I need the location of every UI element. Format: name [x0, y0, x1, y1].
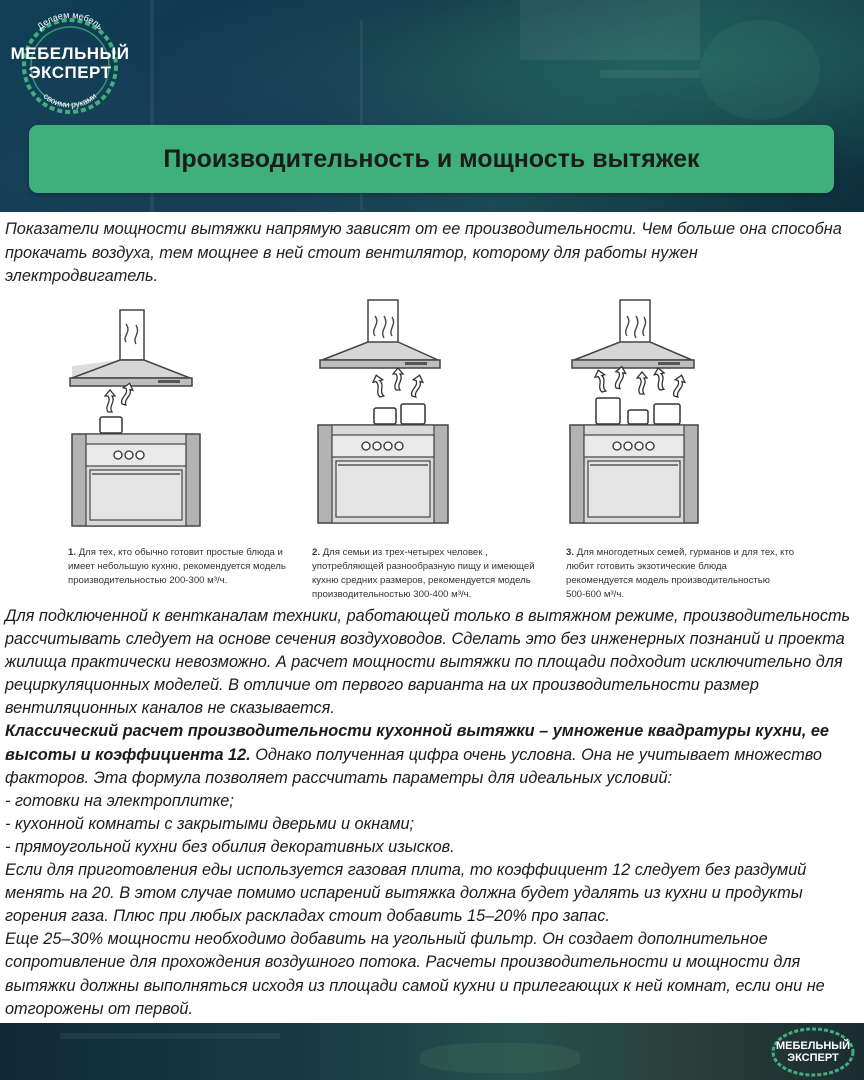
logo-line-1: МЕБЕЛЬНЫЙ: [10, 44, 130, 63]
background-counter: [60, 1033, 280, 1039]
caption-2-number: 2.: [312, 547, 321, 558]
footer-banner: [0, 1023, 864, 1080]
caption-3-text: Для многодетных семей, гурманов и для тех, кто любит готовить экзотические блюда рекомендуется модель производительностью 500-600 м³/ч.: [566, 547, 795, 600]
list-item: - кухонной комнаты с закрытыми дверьми и окнами;: [5, 814, 415, 833]
footer-logo[interactable]: [768, 1027, 858, 1077]
caption-1: [68, 546, 286, 588]
caption-1-text: Для тех, кто обычно готовит простые блюда и имеет небольшую кухню, рекомендуется модель производительностью 200-300 м³/ч.: [68, 547, 286, 586]
hood-scene-3: [570, 300, 698, 523]
hood-illustration-drawing: [0, 292, 864, 542]
formula-highlight: Классический расчет производительности кухонной вытяжки – умножение квадратуры кухни, ее высоты и коэффициента 12.: [5, 722, 829, 764]
footer-logo-line-2: ЭКСПЕРТ: [787, 1052, 839, 1064]
caption-2-text: Для семьи из трех-четырех человек , употребляющей разнообразную пищу и имеющей кухню средних размеров, рекомендуется модель производительностью 300-400 м³/ч.: [312, 547, 535, 600]
caption-1-number: 1.: [68, 547, 77, 558]
page-title: Производительность и мощность вытяжек: [163, 144, 700, 173]
header-banner: [0, 0, 864, 212]
paragraph-ventilation: Для подключенной к вентканалам техники, работающей только в вытяжном режиме, производительность рассчитывать следует на основе сечения воздуховодов. Сделать это без инженерных познаний и проекта жилища практически невозможно. А расчет мощности вытяжки по площади подходит исключительно для рециркуляционных моделей. В отличие от первого варианта на их производительности размер вентиляционных каналов не сказывается.: [5, 607, 851, 718]
logo-arc-bottom-text: своими руками: [41, 90, 99, 110]
paragraph-formula: [5, 720, 857, 789]
logo-line-2: ЭКСПЕРТ: [28, 63, 112, 82]
intro-paragraph: Показатели мощности вытяжки напрямую зависят от ее производительности. Чем больше она способна прокачать воздуха, тем мощнее в ней стоит вентилятор, которому для работы нужен электродвигатель.: [5, 220, 842, 285]
title-banner: [29, 125, 834, 193]
formula-note: Однако полученная цифра очень условна. Она не учитывает множество факторов. Эта формула позволяет рассчитать параметры для идеальных условий:: [5, 745, 822, 787]
list-item: - готовки на электроплитке;: [5, 791, 234, 810]
background-plant: [700, 20, 820, 120]
brand-logo[interactable]: [10, 8, 130, 120]
article-body: [5, 605, 857, 1021]
logo-arc-top-text: Делаем мебель: [35, 9, 105, 32]
caption-2: [312, 546, 535, 602]
footer-logo-line-1: МЕБЕЛЬНЫЙ: [776, 1040, 850, 1052]
list-item: - прямоугольной кухни без обилия декоративных изысков.: [5, 837, 455, 856]
caption-3-number: 3.: [566, 547, 575, 558]
caption-3: [566, 546, 794, 602]
hood-scene-1: [70, 310, 200, 526]
paragraph-gas-stove: Если для приготовления еды используется газовая плита, то коэффициент 12 следует без раздумий менять на 20. В этом случае помимо испарений вытяжка должна будет удалять из кухни и продукты горения газа. Плюс при любых раскладах стоит добавить 15–20% про запас.: [5, 861, 807, 926]
paragraph-carbon-filter: Еще 25–30% мощности необходимо добавить на угольный фильтр. Он создает дополнительное сопротивление для прохождения воздушного потока. Расчеты производительности и мощности для вытяжки должны выполняться исходя из площади самой кухни и прилегающих к ней комнат, если они не отгорожены от первой.: [5, 930, 825, 1018]
hood-scene-2: [318, 300, 448, 523]
hood-illustration: [0, 292, 864, 604]
background-plant: [420, 1043, 580, 1073]
background-window: [520, 0, 700, 60]
background-shelf: [600, 70, 700, 78]
